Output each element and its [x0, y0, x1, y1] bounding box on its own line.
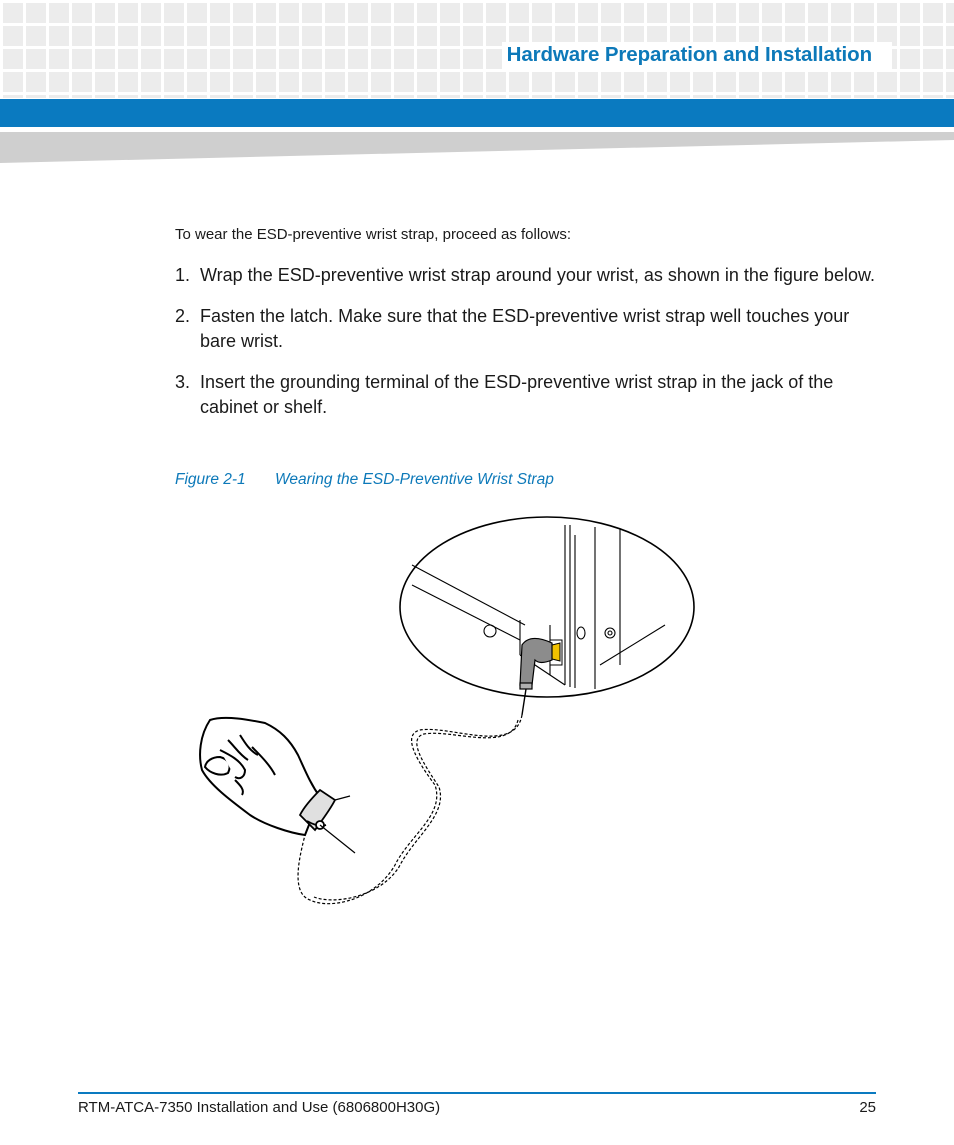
coiled-cord	[298, 715, 522, 904]
step-text: Insert the grounding terminal of the ESD-preventive wrist strap in the jack of the cabinet or shelf.	[200, 372, 834, 417]
step-number: 3.	[175, 372, 191, 392]
step-list	[175, 263, 875, 436]
wrist-strap-illustration	[180, 515, 710, 915]
step-item	[175, 263, 875, 288]
step-number: 1.	[175, 265, 191, 285]
figure-caption	[175, 471, 554, 489]
page-number: 25	[859, 1099, 876, 1116]
running-header-title: Hardware Preparation and Installation	[506, 43, 872, 66]
header-blue-band	[0, 99, 954, 127]
step-item	[175, 370, 875, 420]
step-number: 2.	[175, 306, 191, 326]
intro-text: To wear the ESD-preventive wrist strap, proceed as follows:	[175, 226, 571, 243]
step-text: Wrap the ESD-preventive wrist strap around your wrist, as shown in the figure below.	[200, 265, 875, 285]
figure-title: Wearing the ESD-Preventive Wrist Strap	[275, 471, 554, 488]
step-text: Fasten the latch. Make sure that the ESD-preventive wrist strap well touches your bare wrist.	[200, 306, 850, 351]
header-grey-wedge	[0, 127, 954, 167]
footer-rule	[78, 1092, 876, 1094]
cabinet-detail-ellipse	[400, 517, 694, 697]
footer-document-title: RTM-ATCA-7350 Installation and Use (6806800H30G)	[78, 1099, 441, 1116]
step-item	[175, 304, 875, 354]
figure-label: Figure 2-1	[175, 471, 246, 488]
